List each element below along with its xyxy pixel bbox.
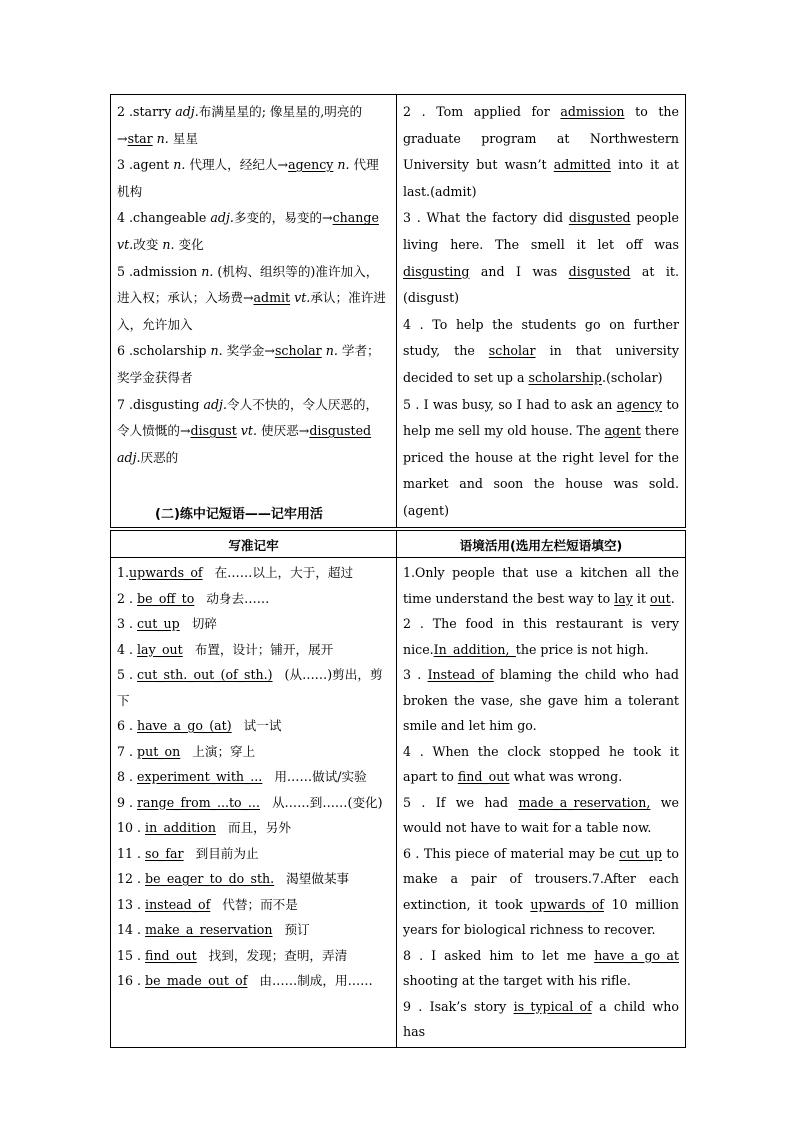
phrase-meaning: (从……)剪出，剪下 <box>117 667 383 708</box>
text-run: to the graduate program at Northwestern University but wasn’t <box>403 104 679 173</box>
text-run: to help me sell my old house. The <box>403 396 679 439</box>
vocab-entry <box>117 205 390 258</box>
text-run: scholarship <box>133 343 211 359</box>
part-of-speech: n. <box>210 343 223 359</box>
answer-blank: is_typical_of <box>513 998 592 1014</box>
phrase-meaning: 代替；而不是 <box>210 896 298 912</box>
answer-blank: disgusting <box>403 263 470 279</box>
section-title: (二)练中记短语——记牢用活 <box>155 507 323 522</box>
part-of-speech: vt. <box>117 236 134 252</box>
vocab-exercise <box>403 99 679 205</box>
context-sentence <box>403 560 679 611</box>
text-run: starry <box>133 104 176 119</box>
item-number: 3 . <box>117 157 134 173</box>
vocab-table <box>110 94 686 528</box>
phrase-meaning: 用……做试/实验 <box>262 769 367 784</box>
item-number: 1. <box>117 565 130 580</box>
phrase-meaning: 而且，另外 <box>215 820 291 835</box>
text-run: changeable <box>133 210 211 226</box>
item-number: 2 . <box>403 616 424 631</box>
text-run: 变化 <box>174 236 204 252</box>
text-run: Isak’s story <box>422 998 514 1014</box>
text-run: . <box>670 590 675 606</box>
phrase-meaning: 从……到……(变化) <box>259 794 383 810</box>
phrase-entry <box>117 917 390 943</box>
item-number: 14 . <box>117 922 146 937</box>
text-run: admission <box>133 263 202 279</box>
answer-blank: out <box>649 590 671 606</box>
text-run: 学者；奖学金获得者 <box>117 343 380 385</box>
phrase-text: be_off_to <box>137 590 195 606</box>
phrase-meaning: 上演；穿上 <box>180 743 256 759</box>
part-of-speech: n. <box>162 236 175 252</box>
text-run: What the factory did <box>420 210 569 226</box>
vocab-word-family-list <box>111 95 396 473</box>
item-number: 3 . <box>117 616 138 631</box>
phrase-list-column <box>111 558 397 1048</box>
vocab-entry <box>117 152 390 205</box>
answer-blank: agency <box>616 396 663 412</box>
context-sentence <box>403 790 679 841</box>
answer-blank: scholar <box>488 343 536 359</box>
item-number: 4 . <box>403 743 424 759</box>
phrase-entry <box>117 841 390 867</box>
phrase-entry <box>117 739 390 765</box>
text-run: The food in this restaurant is very nice. <box>403 616 679 657</box>
phrase-entry <box>117 637 390 663</box>
answer-blank: admit <box>253 290 291 306</box>
vocab-entry <box>117 392 390 472</box>
item-number: 15 . <box>117 947 146 963</box>
item-number: 2 . <box>117 104 134 119</box>
item-number: 13 . <box>117 896 146 912</box>
vocab-exercise <box>403 312 679 392</box>
phrase-entry <box>117 790 390 816</box>
text-run: Only people that use a kitchen all the time understand the best way to <box>403 565 679 606</box>
phrase-text: put_on <box>137 743 181 759</box>
vocab-exercise <box>403 392 679 525</box>
vocab-exercise-column <box>397 95 686 528</box>
phrase-context-list <box>397 558 685 1047</box>
part-of-speech: n. <box>337 157 350 173</box>
text-run: .(scholar) <box>601 369 663 385</box>
answer-blank: Instead_of <box>427 667 494 682</box>
answer-blank: find_out <box>457 769 510 784</box>
phrase-text: experiment_with_... <box>137 769 263 784</box>
answer-blank: agency <box>288 157 334 173</box>
phrase-entry <box>117 560 390 586</box>
item-number: 5 . <box>403 396 420 412</box>
phrase-text: instead_of <box>145 896 211 912</box>
text-run: 代理人，经纪人→ <box>185 157 289 173</box>
text-run: 多变的，易变的→ <box>233 210 333 226</box>
text-run: 令人不快的，令人厌恶的，令人愤慨的→ <box>117 396 379 439</box>
answer-blank: In_addition,_ <box>433 641 516 657</box>
phrase-meaning: 布置，设计；铺开，展开 <box>182 641 334 657</box>
item-number: 12 . <box>117 871 146 886</box>
item-number: 2 . <box>403 104 426 119</box>
item-number: 10 . <box>117 820 146 835</box>
phrase-entry <box>117 586 390 612</box>
part-of-speech: n. <box>156 130 169 146</box>
part-of-speech: adj. <box>203 396 227 412</box>
item-number: 1. <box>403 565 416 580</box>
item-number: 4 . <box>403 316 424 332</box>
part-of-speech: n. <box>173 157 186 173</box>
phrase-context-column <box>397 558 686 1048</box>
text-run: 使厌恶→ <box>256 423 310 439</box>
phrase-entry <box>117 943 390 969</box>
text-run: what was wrong. <box>509 769 623 784</box>
context-sentence <box>403 662 679 739</box>
item-number: 8 . <box>117 769 138 784</box>
text-run: 厌恶的 <box>140 449 179 465</box>
text-run: to make a pair of trousers.7.After each extinction, it took <box>403 845 679 912</box>
text-run: I asked him to let me <box>423 947 595 963</box>
context-sentence <box>403 943 679 994</box>
phrase-text: make_a_reservation <box>145 922 273 937</box>
phrase-entry <box>117 815 390 841</box>
item-number: 3 . <box>403 667 422 682</box>
vocab-entry <box>117 259 390 339</box>
answer-blank: upwards_of <box>530 896 604 912</box>
text-run: we would not have to wait for a table now. <box>403 794 679 835</box>
phrase-entry <box>117 764 390 790</box>
answer-blank: scholar <box>274 343 322 359</box>
text-run: I was busy, so I had to ask an <box>419 396 617 412</box>
phrase-text: in_addition <box>145 820 216 835</box>
text-run: When the clock stopped he took it apart to <box>403 743 679 784</box>
context-sentence <box>403 611 679 662</box>
text-run: If we had <box>425 794 519 810</box>
text-run: disgusting <box>133 396 204 412</box>
part-of-speech: adj. <box>210 210 234 226</box>
text-run: 改变 <box>133 236 163 252</box>
phrase-text: upwards_of <box>129 565 203 580</box>
text-run: 布满星星的; 像星星的,明亮的→ <box>117 104 363 146</box>
text-run: 奖学金→ <box>222 343 275 359</box>
item-number: 5 . <box>117 667 138 682</box>
text-run: (机构、组织等的)准许加入，进入权；承认；入场费→ <box>117 263 379 306</box>
vocab-word-family-column <box>111 95 397 528</box>
text-run: Tom applied for <box>425 104 561 119</box>
phrase-list <box>111 558 396 996</box>
item-number: 9 . <box>117 794 138 810</box>
item-number: 4 . <box>117 210 134 226</box>
answer-blank: scholarship <box>528 369 602 385</box>
answer-blank: disgusted <box>568 210 631 226</box>
phrase-meaning: 预订 <box>272 922 310 937</box>
text-run: 10 million years for biological richness to recover. <box>403 896 679 937</box>
phrase-table <box>110 530 686 1048</box>
text-run: into it at last.(admit) <box>403 157 679 199</box>
answer-blank: star <box>127 130 153 146</box>
phrase-header-left: 写准记牢 <box>111 531 397 558</box>
answer-blank: have_a_go_at <box>594 947 679 963</box>
answer-blank: change <box>332 210 379 226</box>
part-of-speech: n. <box>325 343 338 359</box>
answer-blank: admitted <box>553 157 611 173</box>
text-run: people living here. The smell it let off was <box>403 210 679 252</box>
item-number: 11 . <box>117 845 146 861</box>
phrase-text: lay_out <box>137 641 183 657</box>
context-sentence <box>403 994 679 1045</box>
text-run: the price is not high. <box>515 641 649 657</box>
phrase-entry <box>117 866 390 892</box>
phrase-entry <box>117 892 390 918</box>
phrase-meaning: 动身去…… <box>194 590 270 606</box>
vocab-exercise-list <box>397 95 685 527</box>
text-run: 承认；准许进入，允许加入 <box>117 290 386 332</box>
text-run: it <box>632 590 650 606</box>
answer-blank: admission <box>560 104 625 119</box>
item-number: 8 . <box>403 947 424 963</box>
phrase-meaning: 找到，发现；查明，弄清 <box>196 947 348 963</box>
text-run: agent <box>133 157 174 173</box>
vocab-entry <box>117 99 390 152</box>
phrase-meaning: 切碎 <box>179 616 217 631</box>
text-run: blaming the child who had broken the vase, she gave him a tolerant smile and let him go. <box>403 667 679 733</box>
item-number: 5 . <box>403 794 426 810</box>
phrase-meaning: 渴望做某事 <box>274 871 350 886</box>
text-run: 星星 <box>168 130 198 146</box>
context-sentence <box>403 841 679 943</box>
phrase-meaning: 由……制成，用…… <box>247 973 373 988</box>
item-number: 6 . <box>403 845 420 861</box>
text-run: shooting at the target with his rifle. <box>403 973 631 988</box>
phrase-entry <box>117 662 390 713</box>
part-of-speech: adj. <box>117 449 141 465</box>
item-number: 5 . <box>117 263 134 279</box>
answer-blank: agent <box>604 423 641 439</box>
phrase-entry <box>117 611 390 637</box>
vocab-exercise <box>403 205 679 311</box>
answer-blank: disgust <box>190 423 237 439</box>
part-of-speech: vt. <box>294 290 311 306</box>
vocab-entry <box>117 338 390 391</box>
phrase-text: range_from_...to_... <box>137 794 260 810</box>
item-number: 7 . <box>117 396 134 412</box>
item-number: 2 . <box>117 590 138 606</box>
answer-blank: disgusted <box>309 423 372 439</box>
text-run: in that university decided to set up a <box>403 343 679 385</box>
text-run: there priced the house at the right level for the market and soon the house was sold.(agent) <box>403 423 679 518</box>
item-number: 6 . <box>117 343 134 359</box>
part-of-speech: vt. <box>240 423 257 439</box>
text-run: This piece of material may be <box>419 845 620 861</box>
phrase-header-right: 语境活用(选用左栏短语填空) <box>397 531 686 558</box>
item-number: 3 . <box>403 210 421 226</box>
part-of-speech: n. <box>201 263 214 279</box>
text-run: at it.(disgust) <box>403 263 680 306</box>
phrase-meaning: 到目前为止 <box>183 845 259 861</box>
item-number: 16 . <box>117 973 146 988</box>
phrase-entry <box>117 713 390 739</box>
text-run: 代理机构 <box>117 157 379 199</box>
phrase-meaning: 在……以上，大于，超过 <box>202 565 354 580</box>
text-run: and I was <box>469 263 569 279</box>
answer-blank: disgusted <box>568 263 631 279</box>
text-run: To help the students go on further study, the <box>403 316 679 359</box>
item-number: 9 . <box>403 998 423 1014</box>
answer-blank: made_a_reservation, <box>518 794 651 810</box>
answer-blank: lay <box>614 590 633 606</box>
item-number: 6 . <box>117 718 138 733</box>
answer-blank: cut_up <box>619 845 662 861</box>
phrase-meaning: 试一试 <box>231 718 282 733</box>
phrase-text: cut_up <box>137 616 180 631</box>
phrase-text: be_made_out_of <box>145 973 248 988</box>
part-of-speech: adj. <box>175 104 199 119</box>
phrase-text: find_out <box>145 947 197 963</box>
text-run: a child who has <box>403 998 679 1039</box>
phrase-text: have_a_go_(at) <box>137 718 232 733</box>
phrase-entry <box>117 968 390 994</box>
phrase-text: cut_sth._out_(of_sth.) <box>137 667 273 682</box>
context-sentence <box>403 739 679 790</box>
phrase-text: so_far <box>145 845 184 861</box>
item-number: 7 . <box>117 743 138 759</box>
item-number: 4 . <box>117 641 138 657</box>
phrase-text: be_eager_to_do_sth. <box>145 871 275 886</box>
